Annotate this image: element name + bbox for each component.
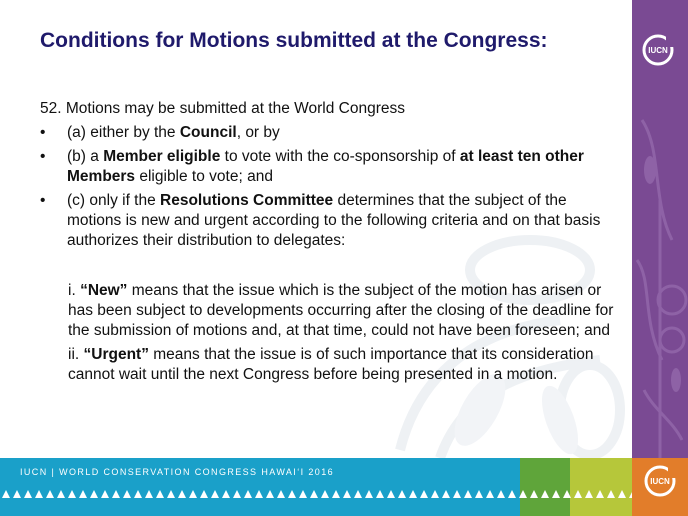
footer-triangle [552, 490, 560, 498]
footer-triangle [354, 490, 362, 498]
footer-triangle [46, 490, 54, 498]
footer-triangle [178, 490, 186, 498]
footer-triangle [343, 490, 351, 498]
bullet-bold-term: Council [179, 124, 237, 141]
footer-triangle [299, 490, 307, 498]
footer-triangle [585, 490, 593, 498]
bullet-bold-term: Resolutions Committee [160, 192, 334, 209]
footer-triangle [211, 490, 219, 498]
footer-triangle [486, 490, 494, 498]
footer-triangle [574, 490, 582, 498]
footer-triangle [618, 490, 626, 498]
footer-triangle [189, 490, 197, 498]
footer-triangle [101, 490, 109, 498]
bullet-dot: • [40, 124, 46, 141]
footer-text: IUCN | WORLD CONSERVATION CONGRESS HAWAI‘I 2016 [20, 467, 335, 477]
footer-triangle [90, 490, 98, 498]
bullet-item-a [40, 123, 620, 143]
footer-triangle [156, 490, 164, 498]
footer-triangle [255, 490, 263, 498]
footer-triangle [13, 490, 21, 498]
bullet-text: (c) only if the [67, 192, 161, 209]
footer-triangle-pattern [0, 486, 632, 500]
footer-triangle [288, 490, 296, 498]
footer-band [0, 458, 688, 516]
criterion-new [68, 281, 620, 341]
footer-triangle [497, 490, 505, 498]
criterion-text: means that the issue is of such importance that its consideration cannot wait until the next Congress before being presented in a motion. [68, 346, 594, 383]
footer-triangle [453, 490, 461, 498]
sidebar-pattern [632, 0, 688, 458]
footer-triangle [310, 490, 318, 498]
footer-triangle [266, 490, 274, 498]
footer-triangle [376, 490, 384, 498]
footer-triangle [321, 490, 329, 498]
criterion-term: “Urgent” [83, 346, 149, 363]
footer-triangle [2, 490, 10, 498]
footer-triangle [409, 490, 417, 498]
bullet-item-b [40, 147, 620, 187]
footer-triangle [167, 490, 175, 498]
bullet-dot: • [40, 192, 46, 209]
iucn-logo-text: IUCN [648, 46, 668, 55]
footer-triangle [431, 490, 439, 498]
footer-triangle [519, 490, 527, 498]
footer-triangle [629, 490, 632, 498]
sidebar-band [632, 0, 688, 458]
footer-triangle [79, 490, 87, 498]
footer-triangle [24, 490, 32, 498]
footer-triangle [68, 490, 76, 498]
bullet-dot: • [40, 148, 46, 165]
footer-triangle [541, 490, 549, 498]
criterion-text: means that the issue which is the subject of the motion has arisen or has been subject to developments occurring after the closing of the deadline for the submission of motions and, at that time, could not have been foreseen; and [68, 282, 614, 339]
bullet-list [40, 123, 620, 251]
footer-triangle [398, 490, 406, 498]
footer-triangle [464, 490, 472, 498]
bullet-text: eligible to vote; and [135, 168, 273, 185]
criterion-term: “New” [80, 282, 128, 299]
slide-title: Conditions for Motions submitted at the Congress: [40, 29, 548, 52]
footer-triangle [123, 490, 131, 498]
footer-triangle [563, 490, 571, 498]
bullet-text: (a) either by the [67, 124, 180, 141]
footer-triangle [35, 490, 43, 498]
footer-triangle [420, 490, 428, 498]
criterion-prefix: ii. [68, 346, 84, 363]
footer-triangle [530, 490, 538, 498]
footer-triangle [277, 490, 285, 498]
bullet-text: (b) a [67, 148, 104, 165]
footer-triangle [244, 490, 252, 498]
bullet-text: , or by [236, 124, 280, 141]
footer-triangle [112, 490, 120, 498]
footer-triangle [365, 490, 373, 498]
slide-body [40, 99, 620, 389]
footer-triangle [332, 490, 340, 498]
bullet-bold-term: at least ten other Members [67, 148, 584, 185]
bullet-bold-term: Member eligible [103, 148, 221, 165]
footer-triangle [475, 490, 483, 498]
bullet-item-c [40, 191, 620, 251]
footer-triangle [200, 490, 208, 498]
criterion-urgent [68, 345, 620, 385]
criterion-prefix: i. [68, 282, 81, 299]
footer-triangle [508, 490, 516, 498]
bullet-text: determines that the subject of the motions is new and urgent according to the following criteria and on that basis authorizes their distribution to delegates: [67, 192, 601, 249]
footer-triangle [387, 490, 395, 498]
footer-triangle [607, 490, 615, 498]
footer-triangle [596, 490, 604, 498]
footer-triangle [222, 490, 230, 498]
footer-triangle [442, 490, 450, 498]
footer-triangle [145, 490, 153, 498]
bullet-text: to vote with the co-sponsorship of [220, 148, 460, 165]
iucn-footer-logo-text: IUCN [650, 477, 670, 486]
footer-triangle [134, 490, 142, 498]
intro-text: 52. Motions may be submitted at the World Congress [40, 100, 405, 117]
footer-triangle [57, 490, 65, 498]
iucn-footer-logo-icon [643, 464, 677, 498]
iucn-logo-icon [641, 33, 675, 67]
footer-triangle [233, 490, 241, 498]
